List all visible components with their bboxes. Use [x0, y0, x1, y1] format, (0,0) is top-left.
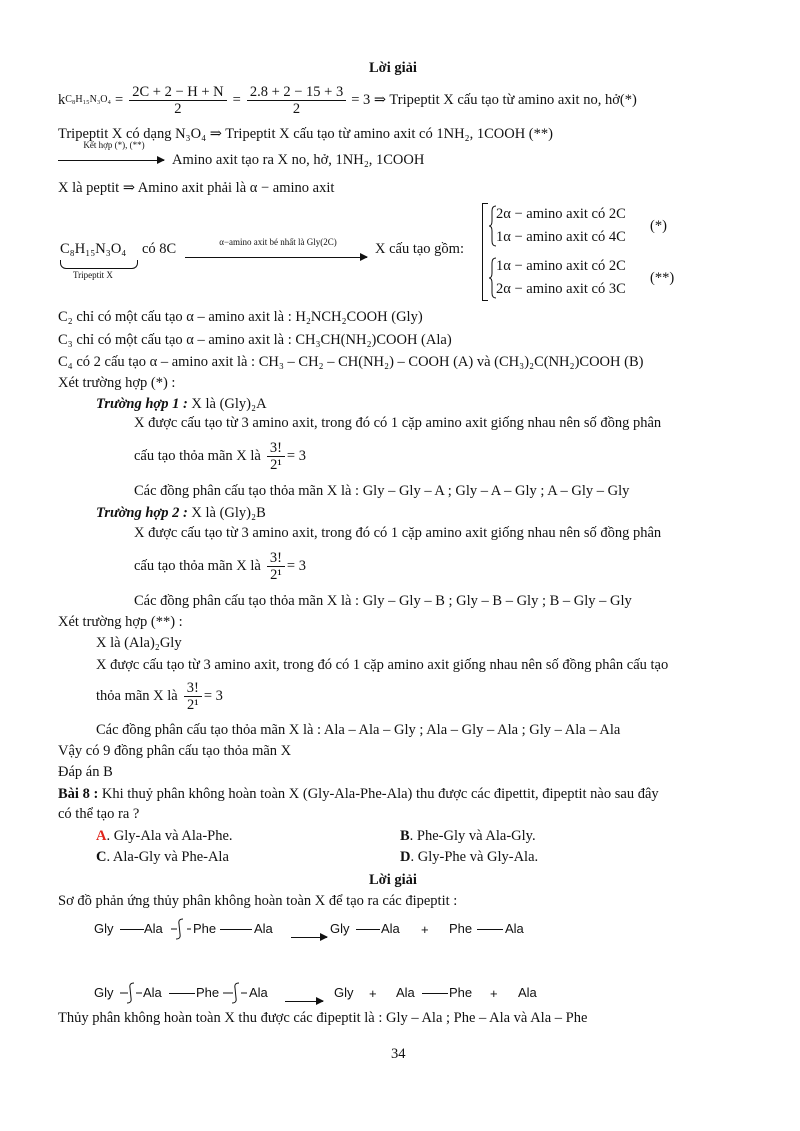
fraction-numerator: 2.8 + 2 − 15 + 3	[247, 84, 346, 101]
cleavage-mark	[169, 918, 191, 940]
case-title-text: X là (Gly)₂A	[187, 396, 267, 412]
option-a[interactable]	[96, 828, 233, 845]
residue: Gly	[94, 921, 114, 936]
text-line: Các đồng phân cấu tạo thỏa mãn X là : Gly – Gly – B ; Gly – B – Gly ; B – Gly – Gly	[134, 593, 632, 609]
fraction	[267, 550, 285, 583]
case-title-text: X là (Gly)₂B	[187, 505, 266, 521]
fraction-line	[134, 546, 306, 586]
fraction-result: = 3	[203, 687, 223, 704]
plus-sign: +	[421, 922, 429, 937]
text-fragment: cấu tạo thỏa mãn X là	[134, 447, 261, 464]
case-mark: (**)	[650, 270, 675, 286]
bond-line	[220, 929, 252, 930]
cleavage-mark	[120, 982, 142, 1004]
text-line: Xét trường hợp (**) :	[58, 614, 183, 630]
text-line: X được cấu tạo từ 3 amino axit, trong đó có 1 cặp amino axit giống nhau nên số đồng phân	[134, 525, 662, 541]
case-mark: (*)	[650, 218, 667, 234]
fraction-result: = 3	[286, 557, 306, 574]
conclusion: Vậy có 9 đồng phân cấu tạo thỏa mãn X	[58, 743, 292, 759]
product-residue: Ala	[381, 921, 400, 936]
structure-consists: X cấu tạo gồm:	[375, 241, 464, 257]
fraction	[267, 440, 285, 473]
option-text: . Gly-Phe và Gly-Ala.	[410, 849, 539, 865]
fraction-general	[129, 84, 226, 117]
option-d[interactable]	[400, 849, 538, 866]
option-letter: D	[400, 849, 411, 865]
option-text: . Gly-Ala và Ala-Phe.	[106, 828, 233, 844]
combine-result: Amino axit tạo ra X no, hở, 1NH₂, 1COOH	[172, 152, 425, 168]
case-line: 2α − amino axit có 2C	[496, 206, 626, 222]
eq-sign: =	[115, 91, 124, 108]
product-residue: Gly	[334, 985, 354, 1000]
text-line: Các đồng phân cấu tạo thỏa mãn X là : Ala – Ala – Gly ; Ala – Gly – Ala ; Gly – Ala – Ala	[96, 722, 621, 738]
k-result: = 3 ⇒ Tripeptit X cấu tạo từ amino axit no, hở(*)	[351, 91, 637, 108]
question-label: Bài 8 :	[58, 786, 99, 802]
page-number: 34	[391, 1046, 406, 1062]
residue: Phe	[196, 985, 220, 1000]
fraction-denominator: 2¹	[186, 696, 199, 713]
plus-sign: +	[369, 986, 377, 1001]
arrow-line	[185, 257, 367, 258]
arrow-label: Kết hợp (*), (**)	[83, 140, 145, 150]
fraction-denominator: 2¹	[270, 566, 282, 583]
arrow-line	[58, 160, 164, 161]
fraction-denominator: 2	[174, 100, 182, 117]
text-fragment: thỏa mãn X là	[96, 687, 178, 704]
fraction-line	[134, 436, 306, 476]
fraction-numerator: 2C + 2 − H + N	[129, 84, 226, 101]
reaction-arrow	[185, 237, 371, 266]
bond-line	[356, 929, 380, 930]
fraction-values	[247, 84, 346, 117]
text-line: Xét trường hợp (*) :	[58, 375, 176, 391]
fraction-numerator: 3!	[184, 680, 202, 697]
outer-bracket	[482, 203, 488, 301]
solution-heading: Lời giải	[369, 872, 417, 888]
underbrace-label: Tripeptit X	[73, 270, 113, 280]
reaction-arrow	[291, 937, 327, 938]
residue: Ala	[254, 921, 273, 936]
product-residue: Ala	[396, 985, 415, 1000]
text-fragment: cấu tạo thỏa mãn X là	[134, 557, 261, 574]
text-line: X là (Ala)₂Gly	[96, 635, 182, 651]
product-residue: Phe	[449, 985, 473, 1000]
option-text: . Phe-Gly và Ala-Gly.	[409, 828, 536, 844]
product-residue: Gly	[330, 921, 350, 936]
product-residue: Ala	[505, 921, 524, 936]
answer: Đáp án B	[58, 764, 113, 780]
combine-line	[58, 140, 425, 169]
scheme-reaction-1	[94, 918, 534, 940]
residue: Ala	[143, 985, 162, 1000]
fraction-denominator: 2	[292, 100, 301, 117]
option-letter: C	[96, 849, 107, 865]
plus-sign: +	[490, 986, 498, 1001]
fraction-denominator: 2¹	[270, 456, 282, 473]
case-title-label: Trường hợp 2 :	[96, 505, 188, 521]
underbrace	[60, 260, 138, 269]
question-text: Khi thuỷ phân không hoàn toàn X (Gly-Ala-Phe-Ala) thu được các đipettit, đipeptit nào sau đây	[98, 786, 659, 802]
case-title-label: Trường hợp 1 :	[96, 396, 188, 412]
case-line: 1α − amino axit có 2C	[496, 258, 626, 274]
bond-line	[120, 929, 144, 930]
eq-sign: =	[232, 91, 241, 108]
molecular-formula: C₈H₁₅N₃O₄	[60, 241, 127, 257]
structure-arrow	[185, 237, 371, 266]
option-b[interactable]	[400, 828, 536, 845]
fraction-numerator: 3!	[267, 550, 285, 567]
bond-line	[169, 993, 195, 994]
fraction	[184, 680, 202, 713]
case-title	[96, 396, 267, 413]
scheme-reaction-2	[94, 982, 554, 1004]
residue: Phe	[193, 921, 217, 936]
reaction-arrow	[285, 1001, 323, 1002]
fraction-result: = 3	[286, 447, 306, 464]
text-line: X là peptit ⇒ Amino axit phải là α − amino axit	[58, 180, 335, 196]
cleavage-mark	[223, 982, 247, 1004]
case-title	[96, 505, 266, 522]
option-text: . Ala-Gly và Phe-Ala	[106, 849, 229, 865]
case-line: 1α − amino axit có 4C	[496, 229, 626, 245]
product-residue: Ala	[518, 985, 537, 1000]
carbon-count: có 8C	[142, 241, 177, 257]
question-line	[58, 786, 659, 803]
text-line: X được cấu tạo từ 3 amino axit, trong đó có 1 cặp amino axit giống nhau nên số đồng phân	[134, 415, 662, 431]
text-line: Các đồng phân cấu tạo thỏa mãn X là : Gly – Gly – A ; Gly – A – Gly ; A – Gly – Gly	[134, 483, 630, 499]
case-line: 2α − amino axit có 3C	[496, 281, 626, 297]
question-line: có thể tạo ra ?	[58, 806, 140, 822]
option-letter: B	[400, 828, 410, 844]
residue: Ala	[144, 921, 163, 936]
text-line: C₃ chỉ có một cấu tạo α – amino axit là : CH₃CH(NH₂)COOH (Ala)	[58, 332, 452, 348]
residue: Ala	[249, 985, 268, 1000]
k-formula: k C₈H₁₅N₃O₄ = $\frac{2C + 2 - H + N}{2}$ = $\frac{2.8 + 2 - 15 + 3}{2}$ = 3 ⇒ Tripeptit X cấu tạo từ amino axit no, hở(*)	[58, 83, 637, 117]
text-line: Tripeptit X có dạng N₃O₄ ⇒ Tripeptit X cấu tạo từ amino axit có 1NH₂, 1COOH (**)	[58, 126, 553, 142]
text-line: Sơ đồ phản ứng thủy phân không hoàn toàn X để tạo ra các đipeptit :	[58, 893, 458, 909]
bond-line	[477, 929, 503, 930]
product-residue: Phe	[449, 921, 473, 936]
final-line: Thủy phân không hoàn toàn X thu được các đipeptit là : Gly – Ala ; Phe – Ala và Ala – Phe	[58, 1010, 588, 1026]
solution-heading: Lời giải	[369, 60, 417, 76]
fraction-numerator: 3!	[267, 440, 285, 457]
k-label: k	[58, 91, 66, 108]
option-c[interactable]	[96, 849, 229, 866]
bond-line	[422, 993, 448, 994]
fraction-line	[96, 676, 223, 716]
residue: Gly	[94, 985, 114, 1000]
arrow-label: α−amino axit bé nhất là Gly(2C)	[219, 237, 337, 248]
text-line: C₂ chỉ có một cấu tạo α – amino axit là : H₂NCH₂COOH (Gly)	[58, 309, 423, 325]
option-letter: A	[96, 828, 107, 844]
text-line: C₄ có 2 cấu tạo α – amino axit là : CH₃ – CH₂ – CH(NH₂) – COOH (A) và (CH₃)₂C(NH₂)COOH (B)	[58, 354, 644, 370]
text-line: X được cấu tạo từ 3 amino axit, trong đó có 1 cặp amino axit giống nhau nên số đồng phân cấu tạo	[96, 657, 669, 673]
reaction-arrow	[58, 140, 170, 169]
